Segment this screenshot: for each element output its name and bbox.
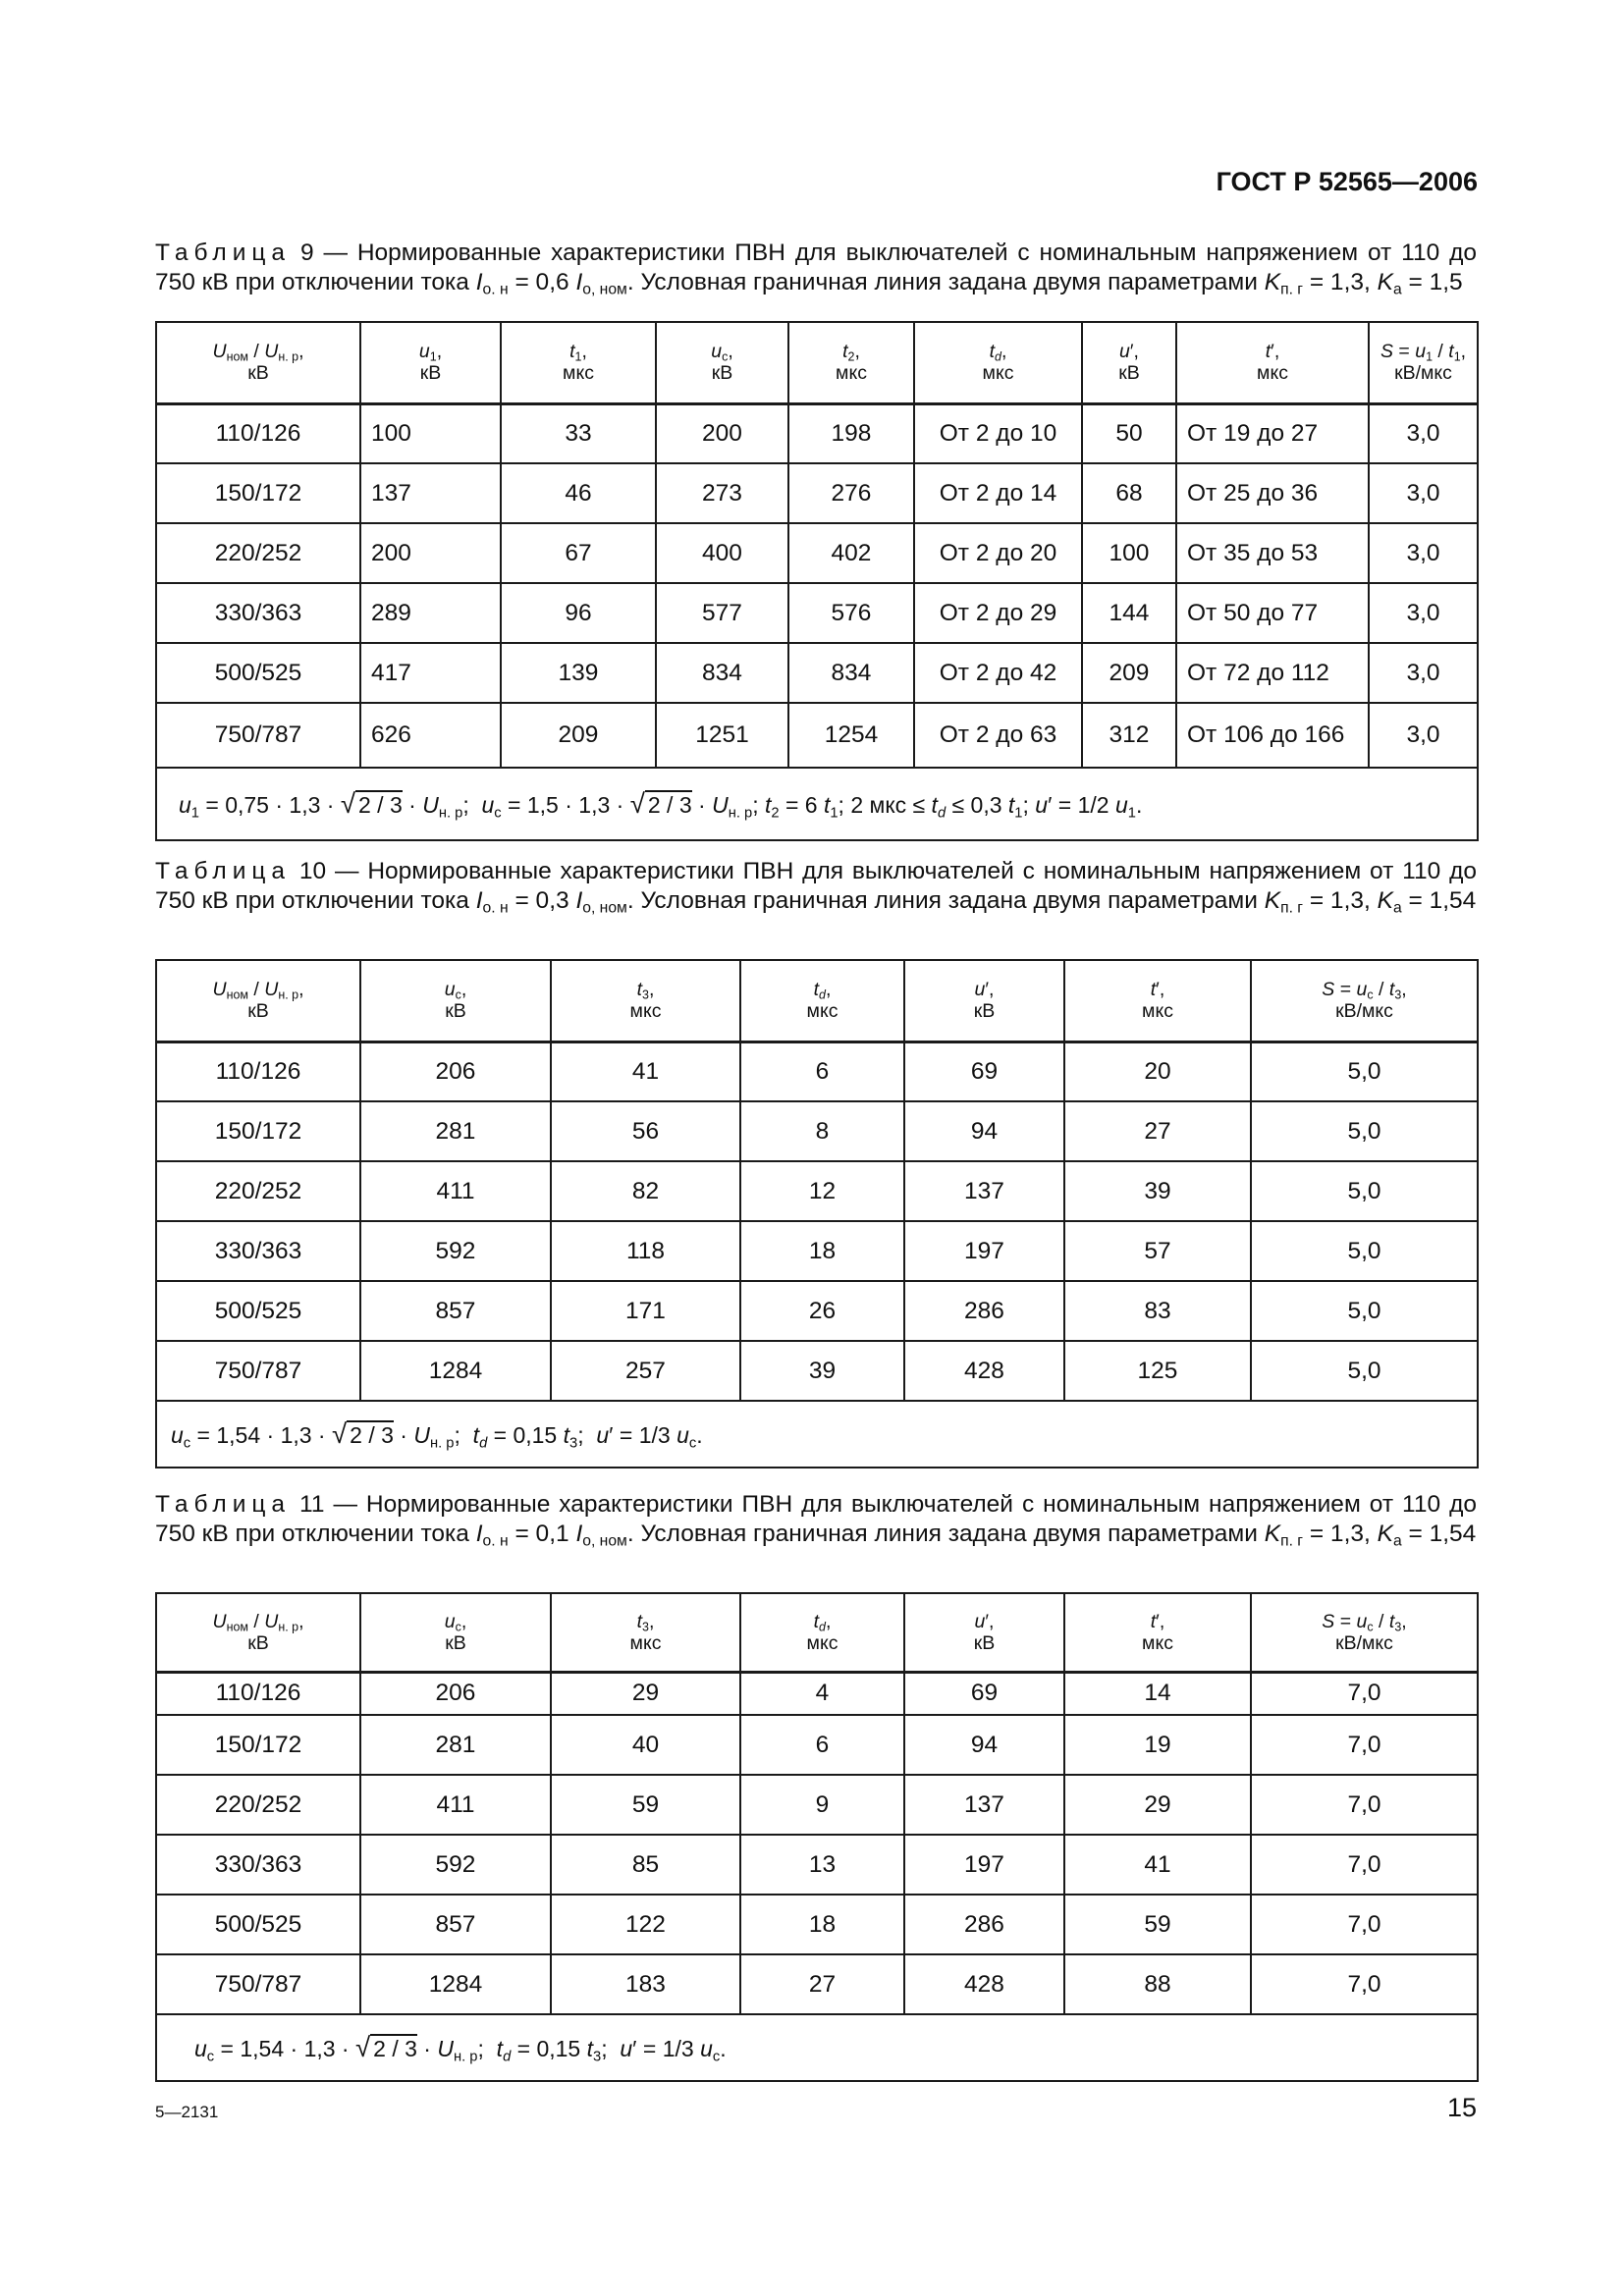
cell: 27	[740, 1954, 904, 2014]
cell: 68	[1082, 463, 1176, 523]
cell: 200	[360, 523, 501, 583]
table-row	[156, 643, 1478, 703]
cell: 400	[656, 523, 788, 583]
cell: 83	[1064, 1281, 1251, 1341]
cell: 5,0	[1251, 1161, 1478, 1221]
table-row	[156, 1775, 1478, 1835]
cell: 330/363	[156, 583, 360, 643]
col-header-t2: $t_2$, мкс	[788, 322, 914, 403]
cell: 27	[1064, 1101, 1251, 1161]
cell: От 72 до 112	[1176, 643, 1369, 703]
cell: 500/525	[156, 643, 360, 703]
cell: 137	[904, 1775, 1064, 1835]
cell: 402	[788, 523, 914, 583]
cell: 6	[740, 1715, 904, 1775]
cell: 122	[551, 1895, 740, 1954]
table10-label: Таблица	[155, 858, 292, 884]
cell: 576	[788, 583, 914, 643]
cell: 7,0	[1251, 1672, 1478, 1715]
col-header-td: $t_d$, мкс	[740, 1593, 904, 1672]
cell: 626	[360, 703, 501, 768]
table-row	[156, 1895, 1478, 1954]
cell: 1284	[360, 1954, 551, 2014]
cell: 3,0	[1369, 463, 1478, 523]
table9-kpg: = 1,3,	[1303, 269, 1378, 295]
table9-caption: Таблица 9 — Нормированные характеристики ПВН для выключателей с номинальным напряжением от 110 до 750 кВ при отключении тока $I_{о. н} = 0,6$ $I_{о, ном}$. Условная граничная линия задана двумя параметрами $K_{п. г} = 1,3$, $K_а = 1,5$	[155, 240, 1477, 298]
col-header-s: $S = u_1 / t_1$, кВ/мкс	[1369, 322, 1478, 403]
table9-ka: = 1,5	[1401, 269, 1463, 295]
col-header-u-nom: $U_{ном} / U_{н. р}$, кВ	[156, 960, 360, 1041]
table-row	[156, 1041, 1478, 1101]
table10-note-row	[156, 1401, 1478, 1468]
cell: 592	[360, 1835, 551, 1895]
cell: 7,0	[1251, 1775, 1478, 1835]
table-row	[156, 523, 1478, 583]
col-header-t3: $t_3$, мкс	[551, 1593, 740, 1672]
cell: 577	[656, 583, 788, 643]
formula-note: $u_с = 1,54 \cdot 1,3$ · √ $2 / 3 \cdot U_{н. р}$; $t_d = 0,15$ $t_3$; u′ = 1/3 $u_с$.	[156, 2014, 1478, 2081]
table9-current-coef: = 0,6	[508, 269, 576, 295]
cell: 5,0	[1251, 1341, 1478, 1401]
cell: 206	[360, 1041, 551, 1101]
cell: 96	[501, 583, 656, 643]
table11-caption: Таблица 11 — Нормированные характеристики ПВН для выключателей с номинальным напряжением от 110 до 750 кВ при отключении тока $I_{о. н} = 0,1$ $I_{о, ном}$. Условная граничная линия задана двумя параметрами $K_{п. г} = 1,3$, $K_а = 1,54$	[155, 1491, 1477, 1550]
cell: 59	[551, 1775, 740, 1835]
cell: 18	[740, 1221, 904, 1281]
cell: 20	[1064, 1041, 1251, 1101]
table-row	[156, 403, 1478, 463]
cell: 7,0	[1251, 1954, 1478, 2014]
cell: 220/252	[156, 1775, 360, 1835]
cell: 200	[656, 403, 788, 463]
col-header-td: $t_d$, мкс	[914, 322, 1082, 403]
col-header-uc: $u_с$, кВ	[360, 960, 551, 1041]
table-row	[156, 1221, 1478, 1281]
col-header-u-prime: u′, кВ	[1082, 322, 1176, 403]
cell: 857	[360, 1281, 551, 1341]
cell: 330/363	[156, 1835, 360, 1895]
cell: От 2 до 29	[914, 583, 1082, 643]
table9-label: Таблица	[155, 240, 292, 266]
cell: 3,0	[1369, 643, 1478, 703]
table10-caption-end: . Условная граничная линия задана двумя параметрами	[626, 887, 1265, 914]
cell: 281	[360, 1101, 551, 1161]
cell: 41	[1064, 1835, 1251, 1895]
table11-note-row	[156, 2014, 1478, 2081]
cell: 7,0	[1251, 1715, 1478, 1775]
cell: 6	[740, 1041, 904, 1101]
cell: 29	[1064, 1775, 1251, 1835]
cell: 137	[904, 1161, 1064, 1221]
cell: 330/363	[156, 1221, 360, 1281]
cell: 500/525	[156, 1895, 360, 1954]
col-header-u-prime: u′, кВ	[904, 960, 1064, 1041]
cell: 41	[551, 1041, 740, 1101]
cell: 220/252	[156, 523, 360, 583]
footer-print-code: 5—2131	[155, 2103, 219, 2121]
cell: 82	[551, 1161, 740, 1221]
table-header-row	[156, 1593, 1478, 1672]
col-header-uc: $u_с$, кВ	[656, 322, 788, 403]
cell: 57	[1064, 1221, 1251, 1281]
table-row	[156, 703, 1478, 768]
formula-note: $u_1 = 0,75 \cdot 1,3$ · √ $2 / 3 \cdot U_{н. р}$; $u_с = 1,5 \cdot 1,3$ · √ $2 / 3 \cdot U_{н. р}$; $t_2 = 6$ $t_1$; 2 мкс ≤ $t_d \le 0,3$ $t_1$; u′ = 1/2 $u_1$.	[156, 768, 1478, 840]
cell: 39	[1064, 1161, 1251, 1221]
cell: 19	[1064, 1715, 1251, 1775]
cell: 3,0	[1369, 703, 1478, 768]
col-header-t-prime: t′, мкс	[1176, 322, 1369, 403]
cell: От 25 до 36	[1176, 463, 1369, 523]
cell: От 2 до 10	[914, 403, 1082, 463]
cell: 209	[501, 703, 656, 768]
cell: 139	[501, 643, 656, 703]
cell: 50	[1082, 403, 1176, 463]
cell: 197	[904, 1835, 1064, 1895]
cell: 100	[1082, 523, 1176, 583]
cell: 150/172	[156, 463, 360, 523]
cell: 1284	[360, 1341, 551, 1401]
table11-label: Таблица	[155, 1491, 292, 1518]
cell: 85	[551, 1835, 740, 1895]
table9-caption-start: — Нормированные характеристики ПВН для выключателей с номинальным напряжением от 110 до 750 кВ при отключении тока	[155, 240, 1477, 295]
standard-id: ГОСТ Р 52565—2006	[1216, 167, 1478, 196]
cell: 197	[904, 1221, 1064, 1281]
cell: 417	[360, 643, 501, 703]
table10-caption-start: — Нормированные характеристики ПВН для выключателей с номинальным напряжением от 110 до 750 кВ при отключении тока	[155, 858, 1477, 914]
table-row	[156, 1161, 1478, 1221]
cell: 1254	[788, 703, 914, 768]
table10-ka: = 1,54	[1401, 887, 1477, 914]
cell: 13	[740, 1835, 904, 1895]
table10-current-coef: = 0,3	[508, 887, 576, 914]
col-header-t-prime: t′, мкс	[1064, 960, 1251, 1041]
table11-caption-end: . Условная граничная линия задана двумя параметрами	[626, 1521, 1265, 1547]
cell: 59	[1064, 1895, 1251, 1954]
cell: От 106 до 166	[1176, 703, 1369, 768]
table10-caption: Таблица 10 — Нормированные характеристики ПВН для выключателей с номинальным напряжением от 110 до 750 кВ при отключении тока $I_{о. н} = 0,3$ $I_{о, ном}$. Условная граничная линия задана двумя параметрами $K_{п. г} = 1,3$, $K_а = 1,54$	[155, 858, 1477, 917]
cell: 592	[360, 1221, 551, 1281]
cell: 9	[740, 1775, 904, 1835]
table10-number: 10	[298, 858, 327, 884]
table11	[155, 1592, 1479, 2082]
cell: 257	[551, 1341, 740, 1401]
formula-note: $u_с = 1,54 \cdot 1,3$ · √ $2 / 3 \cdot U_{н. р}$; $t_d = 0,15$ $t_3$; u′ = 1/3 $u_с$.	[156, 1401, 1478, 1468]
cell: От 2 до 42	[914, 643, 1082, 703]
cell: 289	[360, 583, 501, 643]
cell: 750/787	[156, 1341, 360, 1401]
cell: 428	[904, 1341, 1064, 1401]
cell: От 2 до 63	[914, 703, 1082, 768]
cell: 411	[360, 1161, 551, 1221]
table-header-row	[156, 322, 1478, 403]
col-header-s: $S = u_с / t_3$, кВ/мкс	[1251, 1593, 1478, 1672]
col-header-td: $t_d$, мкс	[740, 960, 904, 1041]
cell: 118	[551, 1221, 740, 1281]
cell: 33	[501, 403, 656, 463]
cell: 411	[360, 1775, 551, 1835]
cell: 5,0	[1251, 1281, 1478, 1341]
table11-current-coef: = 0,1	[508, 1521, 576, 1547]
cell: 857	[360, 1895, 551, 1954]
table9-number: 9	[299, 240, 314, 266]
cell: От 19 до 27	[1176, 403, 1369, 463]
cell: 40	[551, 1715, 740, 1775]
table10	[155, 959, 1479, 1468]
cell: 286	[904, 1895, 1064, 1954]
cell: 39	[740, 1341, 904, 1401]
cell: 834	[656, 643, 788, 703]
table-row	[156, 1835, 1478, 1895]
cell: 276	[788, 463, 914, 523]
col-header-t1: $t_1$, мкс	[501, 322, 656, 403]
table9-caption-end: . Условная граничная линия задана двумя параметрами	[626, 269, 1265, 295]
table-row	[156, 1101, 1478, 1161]
cell: 4	[740, 1672, 904, 1715]
cell: 7,0	[1251, 1895, 1478, 1954]
cell: 94	[904, 1101, 1064, 1161]
col-header-t-prime: t′, мкс	[1064, 1593, 1251, 1672]
cell: 137	[360, 463, 501, 523]
col-header-uc: $u_с$, кВ	[360, 1593, 551, 1672]
table11-kpg: = 1,3,	[1303, 1521, 1378, 1547]
table-row	[156, 1281, 1478, 1341]
col-header-t3: $t_3$, мкс	[551, 960, 740, 1041]
cell: 94	[904, 1715, 1064, 1775]
table10-kpg: = 1,3,	[1303, 887, 1378, 914]
cell: 26	[740, 1281, 904, 1341]
cell: 500/525	[156, 1281, 360, 1341]
cell: 18	[740, 1895, 904, 1954]
table11-number: 11	[299, 1491, 325, 1518]
col-header-s: $S = u_с / t_3$, кВ/мкс	[1251, 960, 1478, 1041]
cell: 281	[360, 1715, 551, 1775]
table9-note-row	[156, 768, 1478, 840]
col-header-u-nom: $U_{ном} / U_{н. р}$, кВ	[156, 1593, 360, 1672]
cell: 69	[904, 1041, 1064, 1101]
cell: 46	[501, 463, 656, 523]
cell: 150/172	[156, 1101, 360, 1161]
cell: 312	[1082, 703, 1176, 768]
cell: 750/787	[156, 1954, 360, 2014]
table-row	[156, 1954, 1478, 2014]
cell: 5,0	[1251, 1221, 1478, 1281]
cell: 834	[788, 643, 914, 703]
cell: 110/126	[156, 403, 360, 463]
cell: От 50 до 77	[1176, 583, 1369, 643]
table9	[155, 321, 1479, 841]
cell: 69	[904, 1672, 1064, 1715]
cell: 3,0	[1369, 523, 1478, 583]
cell: 198	[788, 403, 914, 463]
col-header-u-prime: u′, кВ	[904, 1593, 1064, 1672]
cell: 1251	[656, 703, 788, 768]
cell: 273	[656, 463, 788, 523]
cell: 125	[1064, 1341, 1251, 1401]
cell: От 2 до 14	[914, 463, 1082, 523]
col-header-u1: $u_1$, кВ	[360, 322, 501, 403]
col-header-u-nom: $U_{ном} / U_{н. р}$, кВ	[156, 322, 360, 403]
table-row	[156, 583, 1478, 643]
cell: 206	[360, 1672, 551, 1715]
cell: От 2 до 20	[914, 523, 1082, 583]
table11-ka: = 1,54	[1401, 1521, 1477, 1547]
table11-caption-start: — Нормированные характеристики ПВН для выключателей с номинальным напряжением от 110 до 750 кВ при отключении тока	[155, 1491, 1477, 1547]
cell: 171	[551, 1281, 740, 1341]
cell: 183	[551, 1954, 740, 2014]
page-number: 15	[1447, 2093, 1478, 2122]
cell: 100	[360, 403, 501, 463]
table-row	[156, 1715, 1478, 1775]
cell: 209	[1082, 643, 1176, 703]
cell: 110/126	[156, 1672, 360, 1715]
cell: 56	[551, 1101, 740, 1161]
table-row	[156, 1341, 1478, 1401]
cell: 88	[1064, 1954, 1251, 2014]
cell: 3,0	[1369, 403, 1478, 463]
cell: 14	[1064, 1672, 1251, 1715]
cell: 3,0	[1369, 583, 1478, 643]
cell: 8	[740, 1101, 904, 1161]
cell: 5,0	[1251, 1101, 1478, 1161]
cell: 5,0	[1251, 1041, 1478, 1101]
cell: От 35 до 53	[1176, 523, 1369, 583]
cell: 286	[904, 1281, 1064, 1341]
cell: 29	[551, 1672, 740, 1715]
cell: 67	[501, 523, 656, 583]
cell: 110/126	[156, 1041, 360, 1101]
cell: 220/252	[156, 1161, 360, 1221]
cell: 750/787	[156, 703, 360, 768]
cell: 150/172	[156, 1715, 360, 1775]
cell: 428	[904, 1954, 1064, 2014]
table-row	[156, 1672, 1478, 1715]
table-row	[156, 463, 1478, 523]
cell: 12	[740, 1161, 904, 1221]
cell: 144	[1082, 583, 1176, 643]
table-header-row	[156, 960, 1478, 1041]
cell: 7,0	[1251, 1835, 1478, 1895]
